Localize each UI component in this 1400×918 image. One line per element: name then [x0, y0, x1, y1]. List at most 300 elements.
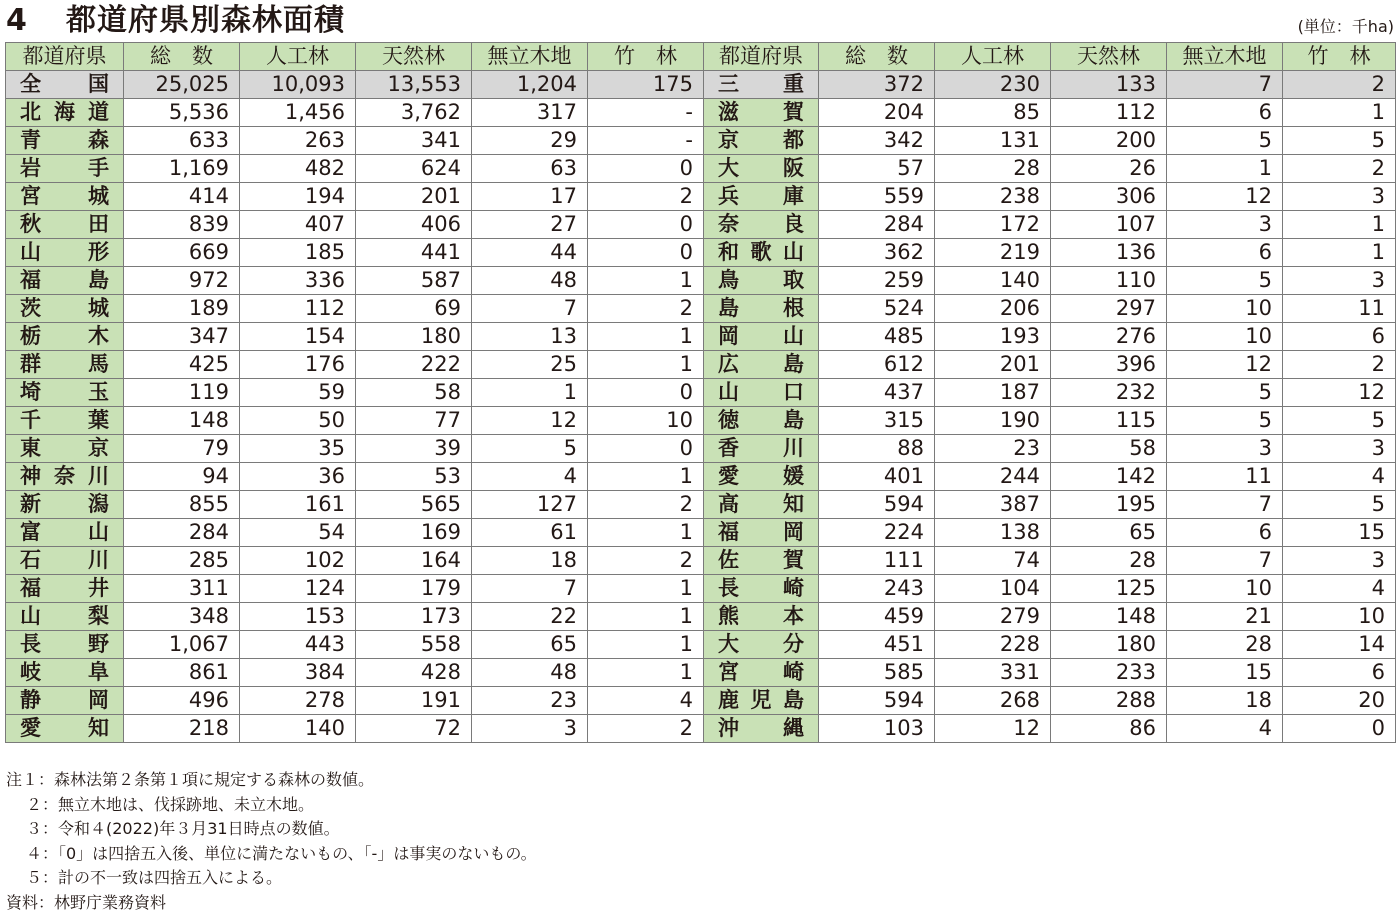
- prefecture-name: 長 野: [20, 632, 109, 656]
- title-text: 都道府県別森林面積: [66, 3, 345, 38]
- prefecture-cell: [704, 659, 819, 687]
- prefecture-name: 香 川: [718, 436, 804, 460]
- bamboo-cell: 2: [1283, 71, 1396, 99]
- natural-forest-cell: 136: [1051, 239, 1167, 267]
- prefecture-cell: [6, 687, 124, 715]
- table-row: [6, 659, 1396, 687]
- bamboo-cell: 0: [588, 155, 704, 183]
- natural-forest-cell: 125: [1051, 575, 1167, 603]
- prefecture-cell: [704, 519, 819, 547]
- total-cell: 1,169: [124, 155, 240, 183]
- total-cell: 284: [124, 519, 240, 547]
- treeless-land-cell: 5: [1167, 407, 1283, 435]
- prefecture-name: 全 国: [20, 72, 109, 96]
- total-cell: 342: [819, 127, 935, 155]
- total-cell: 348: [124, 603, 240, 631]
- total-cell: 189: [124, 295, 240, 323]
- prefecture-cell: [704, 379, 819, 407]
- total-cell: 25,025: [124, 71, 240, 99]
- natural-forest-cell: 341: [356, 127, 472, 155]
- prefecture-name: 北 海 道: [20, 100, 109, 124]
- treeless-land-cell: 10: [1167, 295, 1283, 323]
- prefecture-cell: [704, 267, 819, 295]
- treeless-land-cell: 48: [472, 659, 588, 687]
- treeless-land-cell: 12: [1167, 183, 1283, 211]
- bamboo-cell: 11: [1283, 295, 1396, 323]
- natural-forest-cell: 180: [1051, 631, 1167, 659]
- prefecture-name: 岐 阜: [20, 660, 109, 684]
- planted-forest-cell: 12: [935, 715, 1051, 743]
- bamboo-cell: 0: [1283, 715, 1396, 743]
- planted-forest-cell: 268: [935, 687, 1051, 715]
- prefecture-cell: [6, 183, 124, 211]
- bamboo-cell: 0: [588, 211, 704, 239]
- bamboo-cell: 20: [1283, 687, 1396, 715]
- treeless-land-cell: 7: [472, 575, 588, 603]
- prefecture-name: 福 井: [20, 576, 109, 600]
- prefecture-cell: [704, 603, 819, 631]
- treeless-land-cell: 22: [472, 603, 588, 631]
- prefecture-cell: [704, 183, 819, 211]
- bamboo-cell: 1: [588, 631, 704, 659]
- prefecture-name: 新 潟: [20, 492, 109, 516]
- prefecture-cell: [704, 575, 819, 603]
- note: ３：令和４(2022)年３月31日時点の数値。: [26, 819, 340, 838]
- bamboo-cell: 14: [1283, 631, 1396, 659]
- treeless-land-cell: 4: [1167, 715, 1283, 743]
- total-cell: 459: [819, 603, 935, 631]
- bamboo-cell: 4: [1283, 575, 1396, 603]
- prefecture-cell: [6, 127, 124, 155]
- total-cell: 204: [819, 99, 935, 127]
- prefecture-cell: [6, 267, 124, 295]
- bamboo-cell: 1: [588, 463, 704, 491]
- treeless-land-cell: 18: [472, 547, 588, 575]
- total-cell: 559: [819, 183, 935, 211]
- bamboo-cell: 4: [1283, 463, 1396, 491]
- natural-forest-cell: 428: [356, 659, 472, 687]
- prefecture-cell: [6, 155, 124, 183]
- planted-forest-cell: 185: [240, 239, 356, 267]
- treeless-land-cell: 5: [1167, 379, 1283, 407]
- planted-forest-cell: 482: [240, 155, 356, 183]
- prefecture-name: 滋 賀: [718, 100, 804, 124]
- bamboo-cell: 1: [588, 603, 704, 631]
- prefecture-cell: [6, 603, 124, 631]
- treeless-land-cell: 1,204: [472, 71, 588, 99]
- bamboo-cell: 5: [1283, 491, 1396, 519]
- bamboo-cell: 1: [588, 323, 704, 351]
- bamboo-cell: 0: [588, 379, 704, 407]
- treeless-land-cell: 7: [472, 295, 588, 323]
- planted-forest-cell: 10,093: [240, 71, 356, 99]
- bamboo-cell: -: [588, 99, 704, 127]
- bamboo-cell: 15: [1283, 519, 1396, 547]
- total-cell: 485: [819, 323, 935, 351]
- total-cell: 855: [124, 491, 240, 519]
- total-cell: 5,536: [124, 99, 240, 127]
- natural-forest-cell: 58: [1051, 435, 1167, 463]
- bamboo-cell: 6: [1283, 659, 1396, 687]
- treeless-land-cell: 6: [1167, 239, 1283, 267]
- prefecture-name: 山 梨: [20, 604, 109, 628]
- planted-forest-cell: 228: [935, 631, 1051, 659]
- header-planted-forest: 人工林: [935, 43, 1051, 71]
- planted-forest-cell: 131: [935, 127, 1051, 155]
- note: ２：無立木地は、伐採跡地、未立木地。: [26, 794, 315, 814]
- header-total: 総 数: [124, 43, 240, 71]
- bamboo-cell: 1: [588, 659, 704, 687]
- planted-forest-cell: 23: [935, 435, 1051, 463]
- footnotes: [6, 768, 537, 915]
- treeless-land-cell: 27: [472, 211, 588, 239]
- table-row: [6, 547, 1396, 575]
- table-row: [6, 183, 1396, 211]
- prefecture-cell: [6, 351, 124, 379]
- prefecture-name: 長 崎: [718, 576, 804, 600]
- prefecture-name: 奈 良: [718, 212, 804, 236]
- prefecture-name: 高 知: [718, 492, 804, 516]
- total-cell: 88: [819, 435, 935, 463]
- treeless-land-cell: 15: [1167, 659, 1283, 687]
- treeless-land-cell: 12: [472, 407, 588, 435]
- total-cell: 612: [819, 351, 935, 379]
- planted-forest-cell: 244: [935, 463, 1051, 491]
- planted-forest-cell: 387: [935, 491, 1051, 519]
- treeless-land-cell: 28: [1167, 631, 1283, 659]
- planted-forest-cell: 161: [240, 491, 356, 519]
- prefecture-name: 岡 山: [718, 324, 804, 348]
- bamboo-cell: 1: [588, 267, 704, 295]
- prefecture-name: 富 山: [20, 520, 109, 544]
- natural-forest-cell: 133: [1051, 71, 1167, 99]
- planted-forest-cell: 154: [240, 323, 356, 351]
- prefecture-name: 千 葉: [20, 408, 109, 432]
- prefecture-name: 福 岡: [718, 520, 804, 544]
- natural-forest-cell: 222: [356, 351, 472, 379]
- natural-forest-cell: 587: [356, 267, 472, 295]
- prefecture-name: 秋 田: [20, 212, 109, 236]
- treeless-land-cell: 10: [1167, 575, 1283, 603]
- prefecture-cell: [704, 687, 819, 715]
- prefecture-name: 佐 賀: [718, 548, 804, 572]
- bamboo-cell: 2: [588, 295, 704, 323]
- prefecture-cell: [6, 379, 124, 407]
- bamboo-cell: 3: [1283, 435, 1396, 463]
- table-row: [6, 127, 1396, 155]
- natural-forest-cell: 306: [1051, 183, 1167, 211]
- table-body: [6, 71, 1396, 743]
- bamboo-cell: 2: [1283, 155, 1396, 183]
- header-treeless-land: 無立木地: [1167, 43, 1283, 71]
- prefecture-name: 広 島: [718, 352, 804, 376]
- prefecture-name: 石 川: [20, 548, 109, 572]
- total-cell: 94: [124, 463, 240, 491]
- prefecture-name: 栃 木: [20, 324, 109, 348]
- treeless-land-cell: 127: [472, 491, 588, 519]
- natural-forest-cell: 180: [356, 323, 472, 351]
- prefecture-name: 青 森: [20, 128, 109, 152]
- natural-forest-cell: 39: [356, 435, 472, 463]
- table-row: [6, 687, 1396, 715]
- planted-forest-cell: 443: [240, 631, 356, 659]
- total-cell: 224: [819, 519, 935, 547]
- prefecture-cell: [704, 127, 819, 155]
- prefecture-cell: [6, 463, 124, 491]
- prefecture-cell: [6, 323, 124, 351]
- header-bamboo: 竹 林: [1283, 43, 1396, 71]
- prefecture-cell: [704, 407, 819, 435]
- table-row: [6, 99, 1396, 127]
- table-row: [6, 351, 1396, 379]
- table-row: [6, 631, 1396, 659]
- total-cell: 362: [819, 239, 935, 267]
- total-cell: 839: [124, 211, 240, 239]
- prefecture-name: 兵 庫: [718, 184, 804, 208]
- natural-forest-cell: 173: [356, 603, 472, 631]
- total-cell: 594: [819, 687, 935, 715]
- treeless-land-cell: 3: [1167, 435, 1283, 463]
- total-cell: 425: [124, 351, 240, 379]
- planted-forest-cell: 278: [240, 687, 356, 715]
- total-cell: 57: [819, 155, 935, 183]
- table-row: [6, 71, 1396, 99]
- treeless-land-cell: 48: [472, 267, 588, 295]
- prefecture-name: 三 重: [718, 72, 804, 96]
- natural-forest-cell: 191: [356, 687, 472, 715]
- bamboo-cell: 2: [1283, 351, 1396, 379]
- planted-forest-cell: 187: [935, 379, 1051, 407]
- bamboo-cell: 2: [588, 715, 704, 743]
- planted-forest-cell: 138: [935, 519, 1051, 547]
- natural-forest-cell: 624: [356, 155, 472, 183]
- total-cell: 524: [819, 295, 935, 323]
- natural-forest-cell: 195: [1051, 491, 1167, 519]
- table-row: [6, 239, 1396, 267]
- unit-label: (単位：千ha): [1297, 17, 1394, 36]
- prefecture-cell: [6, 631, 124, 659]
- prefecture-name: 岩 手: [20, 156, 109, 180]
- natural-forest-cell: 77: [356, 407, 472, 435]
- total-cell: 284: [819, 211, 935, 239]
- treeless-land-cell: 1: [472, 379, 588, 407]
- prefecture-cell: [704, 211, 819, 239]
- bamboo-cell: 4: [588, 687, 704, 715]
- header-bamboo: 竹 林: [588, 43, 704, 71]
- planted-forest-cell: 331: [935, 659, 1051, 687]
- bamboo-cell: 1: [1283, 211, 1396, 239]
- prefecture-cell: [704, 463, 819, 491]
- prefecture-name: 宮 崎: [718, 660, 804, 684]
- prefecture-name: 愛 媛: [718, 464, 804, 488]
- planted-forest-cell: 153: [240, 603, 356, 631]
- prefecture-name: 島 根: [718, 296, 804, 320]
- natural-forest-cell: 179: [356, 575, 472, 603]
- total-cell: 119: [124, 379, 240, 407]
- natural-forest-cell: 148: [1051, 603, 1167, 631]
- table-row: [6, 715, 1396, 743]
- natural-forest-cell: 107: [1051, 211, 1167, 239]
- prefecture-cell: [6, 407, 124, 435]
- natural-forest-cell: 115: [1051, 407, 1167, 435]
- prefecture-cell: [704, 491, 819, 519]
- bamboo-cell: 0: [588, 239, 704, 267]
- prefecture-name: 福 島: [20, 268, 109, 292]
- prefecture-name: 大 阪: [718, 156, 804, 180]
- planted-forest-cell: 54: [240, 519, 356, 547]
- prefecture-name: 鹿 児 島: [718, 688, 804, 712]
- header-treeless-land: 無立木地: [472, 43, 588, 71]
- bamboo-cell: 6: [1283, 323, 1396, 351]
- natural-forest-cell: 65: [1051, 519, 1167, 547]
- prefecture-name: 東 京: [20, 436, 109, 460]
- bamboo-cell: 5: [1283, 407, 1396, 435]
- natural-forest-cell: 233: [1051, 659, 1167, 687]
- table-row: [6, 211, 1396, 239]
- total-cell: 259: [819, 267, 935, 295]
- treeless-land-cell: 44: [472, 239, 588, 267]
- prefecture-name: 大 分: [718, 632, 804, 656]
- planted-forest-cell: 140: [935, 267, 1051, 295]
- prefecture-cell: [704, 155, 819, 183]
- treeless-land-cell: 21: [1167, 603, 1283, 631]
- bamboo-cell: 1: [588, 351, 704, 379]
- treeless-land-cell: 11: [1167, 463, 1283, 491]
- bamboo-cell: 0: [588, 435, 704, 463]
- bamboo-cell: 2: [588, 183, 704, 211]
- total-cell: 311: [124, 575, 240, 603]
- prefecture-name: 鳥 取: [718, 268, 804, 292]
- total-cell: 861: [124, 659, 240, 687]
- prefecture-name: 群 馬: [20, 352, 109, 376]
- treeless-land-cell: 13: [472, 323, 588, 351]
- total-cell: 347: [124, 323, 240, 351]
- treeless-land-cell: 3: [1167, 211, 1283, 239]
- prefecture-cell: [6, 71, 124, 99]
- total-cell: 401: [819, 463, 935, 491]
- natural-forest-cell: 288: [1051, 687, 1167, 715]
- planted-forest-cell: 384: [240, 659, 356, 687]
- planted-forest-cell: 172: [935, 211, 1051, 239]
- total-cell: 585: [819, 659, 935, 687]
- planted-forest-cell: 230: [935, 71, 1051, 99]
- prefecture-name: 神 奈 川: [20, 464, 109, 488]
- prefecture-cell: [6, 519, 124, 547]
- natural-forest-cell: 200: [1051, 127, 1167, 155]
- bamboo-cell: 3: [1283, 547, 1396, 575]
- prefecture-name: 愛 知: [20, 716, 109, 740]
- table-row: [6, 379, 1396, 407]
- prefecture-cell: [704, 99, 819, 127]
- planted-forest-cell: 102: [240, 547, 356, 575]
- planted-forest-cell: 59: [240, 379, 356, 407]
- prefecture-cell: [704, 351, 819, 379]
- treeless-land-cell: 1: [1167, 155, 1283, 183]
- bamboo-cell: 12: [1283, 379, 1396, 407]
- prefecture-cell: [6, 575, 124, 603]
- table-row: [6, 491, 1396, 519]
- natural-forest-cell: 69: [356, 295, 472, 323]
- bamboo-cell: 2: [588, 491, 704, 519]
- planted-forest-cell: 85: [935, 99, 1051, 127]
- planted-forest-cell: 176: [240, 351, 356, 379]
- total-cell: 451: [819, 631, 935, 659]
- prefecture-name: 山 口: [718, 380, 804, 404]
- treeless-land-cell: 65: [472, 631, 588, 659]
- natural-forest-cell: 558: [356, 631, 472, 659]
- total-cell: 315: [819, 407, 935, 435]
- planted-forest-cell: 201: [935, 351, 1051, 379]
- planted-forest-cell: 112: [240, 295, 356, 323]
- planted-forest-cell: 279: [935, 603, 1051, 631]
- planted-forest-cell: 190: [935, 407, 1051, 435]
- total-cell: 111: [819, 547, 935, 575]
- bamboo-cell: 3: [1283, 267, 1396, 295]
- header-total: 総 数: [819, 43, 935, 71]
- bamboo-cell: 3: [1283, 183, 1396, 211]
- header-prefecture: 都道府県: [6, 43, 124, 71]
- total-cell: 148: [124, 407, 240, 435]
- treeless-land-cell: 5: [1167, 267, 1283, 295]
- total-cell: 972: [124, 267, 240, 295]
- table-header-row: [6, 43, 1396, 71]
- natural-forest-cell: 232: [1051, 379, 1167, 407]
- table-row: [6, 603, 1396, 631]
- treeless-land-cell: 6: [1167, 99, 1283, 127]
- prefecture-name: 和 歌 山: [718, 240, 804, 264]
- table-row: [6, 267, 1396, 295]
- prefecture-cell: [6, 715, 124, 743]
- total-cell: 414: [124, 183, 240, 211]
- treeless-land-cell: 4: [472, 463, 588, 491]
- treeless-land-cell: 7: [1167, 491, 1283, 519]
- bamboo-cell: 10: [1283, 603, 1396, 631]
- prefecture-cell: [704, 239, 819, 267]
- planted-forest-cell: 238: [935, 183, 1051, 211]
- total-cell: 372: [819, 71, 935, 99]
- treeless-land-cell: 6: [1167, 519, 1283, 547]
- total-cell: 437: [819, 379, 935, 407]
- natural-forest-cell: 441: [356, 239, 472, 267]
- treeless-land-cell: 29: [472, 127, 588, 155]
- planted-forest-cell: 36: [240, 463, 356, 491]
- table-row: [6, 295, 1396, 323]
- planted-forest-cell: 35: [240, 435, 356, 463]
- prefecture-cell: [704, 547, 819, 575]
- natural-forest-cell: 396: [1051, 351, 1167, 379]
- prefecture-cell: [6, 295, 124, 323]
- natural-forest-cell: 112: [1051, 99, 1167, 127]
- total-cell: 496: [124, 687, 240, 715]
- table-row: [6, 519, 1396, 547]
- total-cell: 79: [124, 435, 240, 463]
- title-number: 4: [6, 3, 28, 38]
- table-row: [6, 323, 1396, 351]
- prefecture-cell: [6, 99, 124, 127]
- prefecture-name: 沖 縄: [718, 716, 804, 740]
- planted-forest-cell: 407: [240, 211, 356, 239]
- prefecture-cell: [6, 547, 124, 575]
- header-natural-forest: 天然林: [356, 43, 472, 71]
- header-natural-forest: 天然林: [1051, 43, 1167, 71]
- planted-forest-cell: 1,456: [240, 99, 356, 127]
- prefecture-name: 京 都: [718, 128, 804, 152]
- natural-forest-cell: 201: [356, 183, 472, 211]
- prefecture-cell: [6, 211, 124, 239]
- note: ５：計の不一致は四捨五入による。: [26, 868, 283, 887]
- table-row: [6, 575, 1396, 603]
- prefecture-name: 山 形: [20, 240, 109, 264]
